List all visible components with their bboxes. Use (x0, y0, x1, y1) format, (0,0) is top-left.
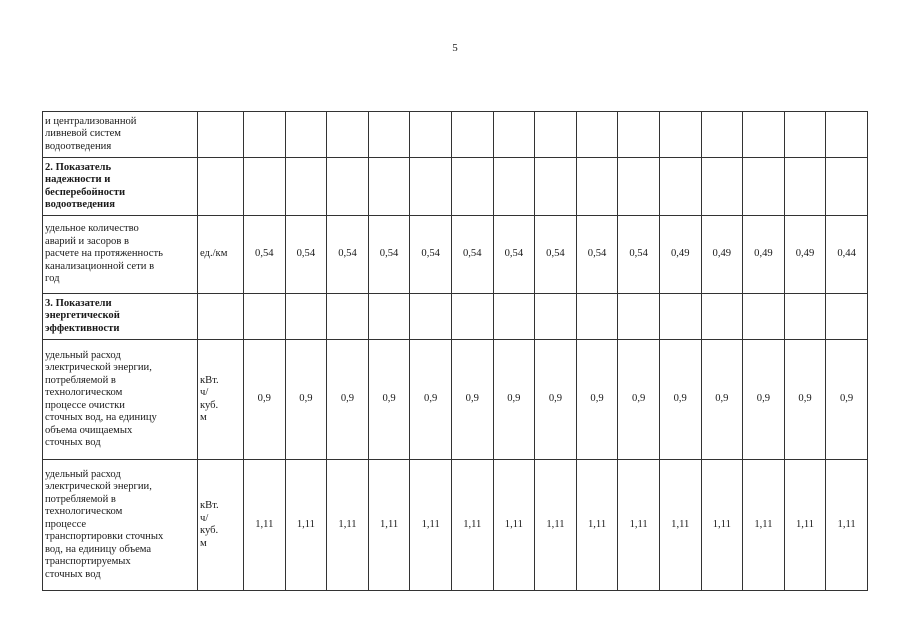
value-cell: 0,9 (701, 340, 743, 460)
value-cell: 1,11 (618, 460, 660, 591)
value-cell (743, 158, 785, 216)
value-cell: 1,11 (285, 460, 327, 591)
value-cell: 0,49 (659, 216, 701, 294)
indicator-name-line: удельный расход (45, 349, 121, 361)
value-cell: 0,54 (493, 216, 535, 294)
value-cell (493, 294, 535, 340)
table-row (43, 112, 868, 158)
value-cell (244, 158, 286, 216)
unit-line: кВт. (200, 374, 219, 386)
value-cell (618, 112, 660, 158)
value-cell: 0,9 (618, 340, 660, 460)
indicator-name-line: процессе очистки (45, 399, 125, 411)
page-number: 5 (452, 42, 458, 54)
indicator-name-cell (43, 294, 198, 340)
value-cell: 0,54 (576, 216, 618, 294)
value-cell (285, 112, 327, 158)
table-row (43, 340, 868, 460)
indicator-name-line: бесперебойности (45, 186, 126, 198)
value-cell (368, 294, 410, 340)
value-cell (451, 112, 493, 158)
value-cell (826, 112, 868, 158)
value-cell (368, 112, 410, 158)
indicator-name-line: 3. Показатели (45, 297, 112, 309)
indicator-name-line: процессе (45, 518, 87, 530)
indicator-name-cell (43, 216, 198, 294)
indicator-name-line: водоотведения (45, 140, 112, 152)
indicators-table (42, 111, 868, 591)
value-cell (327, 294, 369, 340)
indicator-name-line: 2. Показатель (45, 161, 112, 173)
value-cell (743, 112, 785, 158)
indicator-name-line: сточных вод (45, 568, 101, 580)
value-cell: 0,9 (535, 340, 577, 460)
indicator-name-cell (43, 340, 198, 460)
indicator-name-line: расчете на протяженность (45, 248, 163, 260)
indicator-name-line: сточных вод, на единицу (45, 412, 157, 423)
indicator-name-line: сточных вод (45, 437, 101, 448)
value-cell (826, 294, 868, 340)
unit-cell (198, 460, 244, 591)
value-cell (659, 112, 701, 158)
value-cell: 0,9 (410, 340, 452, 460)
value-cell: 0,54 (368, 216, 410, 294)
value-cell: 0,54 (244, 216, 286, 294)
value-cell: 0,49 (701, 216, 743, 294)
indicator-name-cell (43, 158, 198, 216)
value-cell: 0,9 (493, 340, 535, 460)
value-cell: 0,44 (826, 216, 868, 294)
value-cell: 1,11 (743, 460, 785, 591)
value-cell (368, 158, 410, 216)
unit-cell (198, 340, 244, 460)
value-cell (410, 112, 452, 158)
value-cell (535, 112, 577, 158)
value-cell (784, 112, 826, 158)
indicator-name-line: и централизованной (45, 115, 137, 127)
unit-line: куб. (200, 525, 219, 536)
value-cell (535, 158, 577, 216)
value-cell: 0,49 (743, 216, 785, 294)
unit-line: ч/ (200, 512, 209, 524)
indicator-name-line: электрической энергии, (45, 481, 152, 493)
value-cell: 1,11 (701, 460, 743, 591)
indicator-name-line: объема очищаемых (45, 424, 133, 436)
value-cell: 0,9 (784, 340, 826, 460)
indicator-name-line: эффективности (45, 322, 120, 334)
value-cell: 1,11 (493, 460, 535, 591)
indicator-name-line: канализационной сети в (45, 260, 155, 272)
value-cell (535, 294, 577, 340)
value-cell (701, 112, 743, 158)
indicator-name-line: потребляемой в (45, 374, 116, 386)
value-cell (784, 158, 826, 216)
unit-cell (198, 294, 244, 340)
value-cell: 0,49 (784, 216, 826, 294)
value-cell: 0,54 (451, 216, 493, 294)
value-cell (244, 294, 286, 340)
value-cell (701, 294, 743, 340)
value-cell (327, 158, 369, 216)
value-cell: 0,9 (826, 340, 868, 460)
value-cell: 0,9 (244, 340, 286, 460)
indicator-name-cell (43, 460, 198, 591)
value-cell: 1,11 (244, 460, 286, 591)
value-cell: 0,54 (327, 216, 369, 294)
unit-line: ч/ (200, 387, 209, 398)
value-cell: 1,11 (451, 460, 493, 591)
indicator-name-line: аварий и засоров в (45, 235, 129, 247)
value-cell (826, 158, 868, 216)
value-cell (410, 158, 452, 216)
unit-cell (198, 112, 244, 158)
indicators-table-body (43, 112, 868, 591)
value-cell: 0,54 (535, 216, 577, 294)
indicator-name-line: удельное количество (45, 223, 139, 235)
value-cell (576, 294, 618, 340)
value-cell: 1,11 (327, 460, 369, 591)
value-cell (285, 294, 327, 340)
value-cell: 0,9 (451, 340, 493, 460)
value-cell (659, 158, 701, 216)
value-cell: 0,9 (743, 340, 785, 460)
value-cell (618, 158, 660, 216)
unit-cell (198, 216, 244, 294)
value-cell (410, 294, 452, 340)
indicator-name-line: ливневой систем (45, 128, 121, 140)
unit-line: м (200, 412, 207, 423)
value-cell: 0,54 (285, 216, 327, 294)
table-row (43, 460, 868, 591)
table-row (43, 158, 868, 216)
value-cell (701, 158, 743, 216)
value-cell: 1,11 (368, 460, 410, 591)
indicator-name-line: удельный расход (45, 468, 121, 480)
value-cell (451, 158, 493, 216)
value-cell: 1,11 (535, 460, 577, 591)
value-cell: 0,54 (618, 216, 660, 294)
indicator-name-line: водоотведения (45, 199, 115, 210)
table-row (43, 294, 868, 340)
unit-line: куб. (200, 399, 219, 411)
value-cell (784, 294, 826, 340)
value-cell (285, 158, 327, 216)
indicator-name-line: надежности и (45, 174, 111, 185)
indicator-name-line: транспортировки сточных (45, 531, 164, 543)
value-cell: 0,9 (285, 340, 327, 460)
value-cell (618, 294, 660, 340)
indicator-name-line: технологическом (45, 506, 123, 518)
unit-cell (198, 158, 244, 216)
unit-line: кВт. (200, 500, 219, 511)
table-row (43, 216, 868, 294)
value-cell (659, 294, 701, 340)
indicator-name-line: потребляемой в (45, 493, 116, 505)
indicator-name-line: транспортируемых (45, 556, 131, 568)
value-cell: 1,11 (826, 460, 868, 591)
value-cell: 0,9 (659, 340, 701, 460)
indicator-name-cell (43, 112, 198, 158)
indicator-name-line: электрической энергии, (45, 362, 152, 373)
value-cell (576, 158, 618, 216)
value-cell: 0,54 (410, 216, 452, 294)
value-cell: 0,9 (576, 340, 618, 460)
value-cell: 0,9 (327, 340, 369, 460)
value-cell: 1,11 (576, 460, 618, 591)
unit-line: м (200, 537, 207, 549)
indicator-name-line: вод, на единицу объема (45, 543, 152, 555)
unit-line: ед./км (200, 248, 228, 260)
indicator-name-line: энергетической (45, 310, 120, 322)
value-cell (743, 294, 785, 340)
indicator-name-line: год (45, 273, 60, 285)
value-cell: 0,9 (368, 340, 410, 460)
value-cell (244, 112, 286, 158)
value-cell: 1,11 (410, 460, 452, 591)
value-cell (576, 112, 618, 158)
value-cell: 1,11 (659, 460, 701, 591)
value-cell (327, 112, 369, 158)
value-cell (451, 294, 493, 340)
value-cell (493, 112, 535, 158)
indicator-name-line: технологическом (45, 387, 123, 398)
value-cell (493, 158, 535, 216)
value-cell: 1,11 (784, 460, 826, 591)
